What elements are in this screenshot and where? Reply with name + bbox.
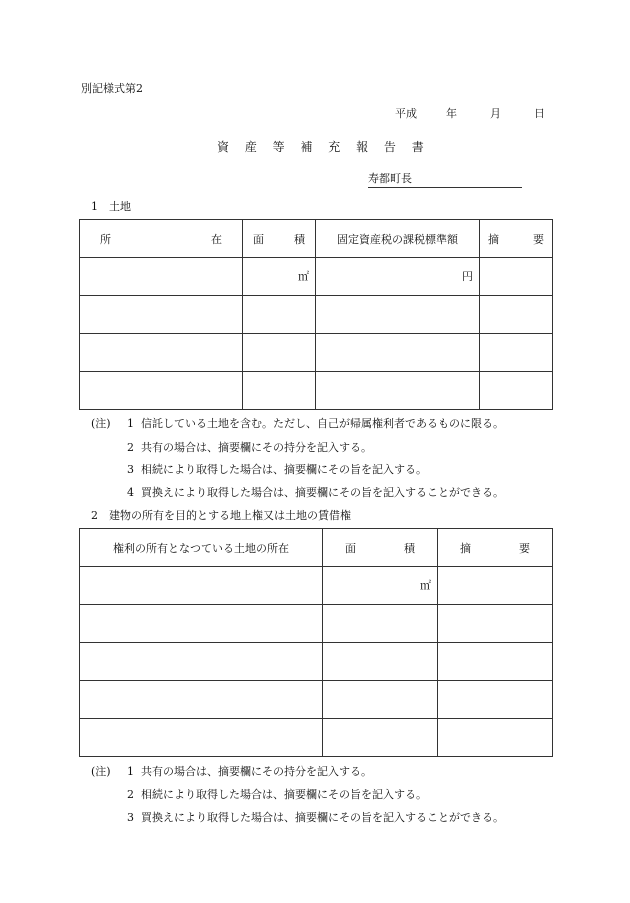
table-row [80, 643, 553, 681]
remarks-cell[interactable] [480, 258, 553, 296]
date-day: 日 [534, 107, 545, 120]
note2-item-1: (注) 1 共有の場合は、摘要欄にその持分を記入する。 [91, 765, 372, 778]
header-location: 所 在 [80, 220, 243, 258]
note2-item-2: 2 相続により取得した場合は、摘要欄にその旨を記入する。 [127, 788, 427, 801]
form-label: 別記様式第2 [81, 82, 143, 95]
tax-value-cell[interactable] [316, 258, 480, 296]
land-table-header [80, 220, 553, 258]
area-unit: ㎡ [420, 579, 431, 592]
header-remarks: 摘 要 [438, 529, 553, 567]
header-area: 面 積 [323, 529, 438, 567]
land-location-cell[interactable] [80, 605, 323, 643]
header-land-location: 権利の所有となつている土地の所在 [80, 529, 323, 567]
remarks-cell[interactable] [438, 681, 553, 719]
table-row [80, 334, 553, 372]
table-row [80, 258, 553, 296]
leasehold-table-header [80, 529, 553, 567]
remarks-cell[interactable] [480, 296, 553, 334]
table-row [80, 719, 553, 757]
area-cell[interactable] [323, 567, 438, 605]
note2-item-3: 3 買換えにより取得した場合は、摘要欄にその旨を記入することができる。 [127, 811, 504, 824]
table-row [80, 681, 553, 719]
date-year: 年 [446, 107, 457, 120]
tax-value-cell[interactable] [316, 296, 480, 334]
table-row [80, 296, 553, 334]
header-remarks: 摘 要 [480, 220, 553, 258]
remarks-cell[interactable] [438, 605, 553, 643]
note1-item-2: 2 共有の場合は、摘要欄にその持分を記入する。 [127, 441, 372, 454]
location-cell[interactable] [80, 372, 243, 410]
land-location-cell[interactable] [80, 643, 323, 681]
table-row [80, 372, 553, 410]
note1-item-1: (注) 1 信託している土地を含む。ただし、自己が帰属権利者であるものに限る。 [91, 417, 504, 430]
area-cell[interactable] [323, 719, 438, 757]
area-cell[interactable] [323, 605, 438, 643]
note1-item-3: 3 相続により取得した場合は、摘要欄にその旨を記入する。 [127, 463, 427, 476]
date-era: 平成 [395, 107, 417, 120]
land-location-cell[interactable] [80, 719, 323, 757]
land-location-cell[interactable] [80, 681, 323, 719]
area-cell[interactable] [243, 296, 316, 334]
land-table [79, 219, 553, 410]
addressee [368, 170, 522, 188]
remarks-cell[interactable] [438, 643, 553, 681]
leasehold-table [79, 528, 553, 757]
remarks-cell[interactable] [480, 334, 553, 372]
page-title: 資 産 等 補 充 報 告 書 [217, 140, 430, 154]
area-unit: ㎡ [298, 270, 309, 283]
location-cell[interactable] [80, 258, 243, 296]
remarks-cell[interactable] [480, 372, 553, 410]
land-location-cell[interactable] [80, 567, 323, 605]
tax-value-cell[interactable] [316, 334, 480, 372]
header-area: 面 積 [243, 220, 316, 258]
town-name: 寿都町長 [368, 172, 412, 185]
location-cell[interactable] [80, 334, 243, 372]
remarks-cell[interactable] [438, 567, 553, 605]
note1-item-4: 4 買換えにより取得した場合は、摘要欄にその旨を記入することができる。 [127, 486, 504, 499]
area-cell[interactable] [243, 334, 316, 372]
area-cell[interactable] [243, 372, 316, 410]
tax-value-cell[interactable] [316, 372, 480, 410]
remarks-cell[interactable] [438, 719, 553, 757]
table-row [80, 567, 553, 605]
yen-unit: 円 [462, 270, 473, 283]
table-row [80, 605, 553, 643]
section1-heading: 1 土地 [91, 200, 131, 213]
area-cell[interactable] [243, 258, 316, 296]
date-line [395, 105, 545, 121]
area-cell[interactable] [323, 643, 438, 681]
location-cell[interactable] [80, 296, 243, 334]
area-cell[interactable] [323, 681, 438, 719]
date-month: 月 [490, 107, 501, 120]
header-tax-value: 固定資産税の課税標準額 [316, 220, 480, 258]
section2-heading: 2 建物の所有を目的とする地上権又は土地の賃借権 [91, 509, 351, 522]
